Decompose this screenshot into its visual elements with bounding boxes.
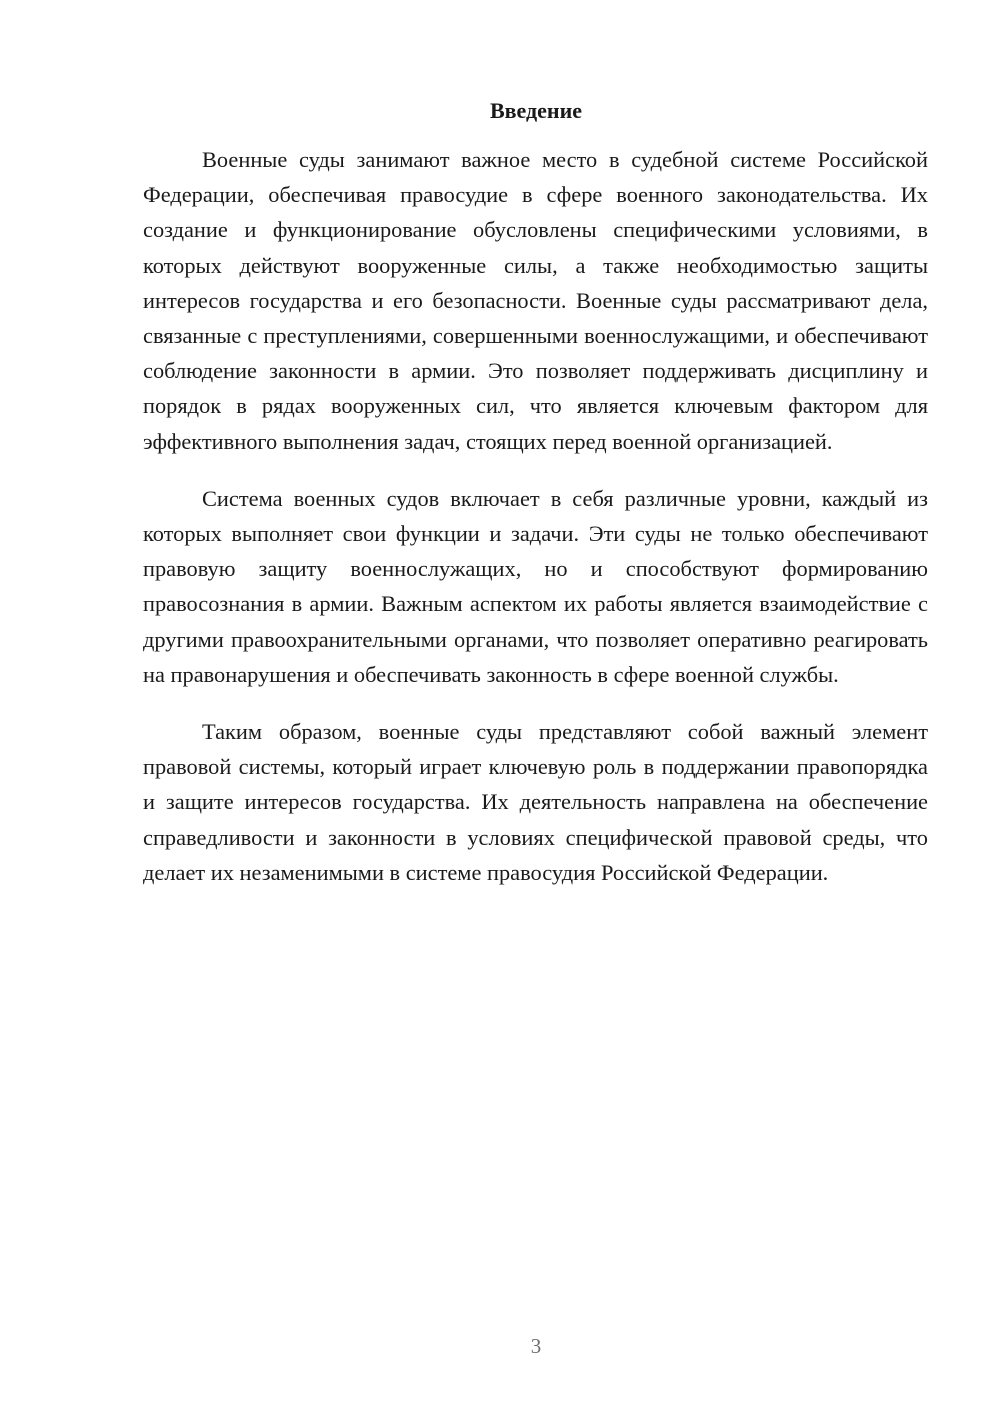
paragraph-2: Система военных судов включает в себя различные уровни, каждый из которых выполняет свои функции и задачи. Эти суды не только обеспечивают правовую защиту военнослужащих, но и способствуют формированию правосознания в армии. Важным аспектом их работы является взаимодействие с другими правоохранительными органами, что позволяет оперативно реагировать на правонарушения и обеспечивать законность в сфере военной службы.: [143, 485, 928, 687]
body-text: [143, 142, 928, 890]
paragraph-1: Военные суды занимают важное место в судебной системе Российской Федерации, обеспечивая правосудие в сфере военного законодательства. Их создание и функционирование обусловлены специфическими условиями, в которых действуют вооруженные силы, а также необходимостью защиты интересов государства и его безопасности. Военные суды рассматривают дела, связанные с преступлениями, совершенными военнослужащими, и обеспечивают соблюдение законности в армии. Это позволяет поддерживать дисциплину и порядок в рядах вооруженных сил, что является ключевым фактором для эффективного выполнения задач, стоящих перед военной организацией.: [143, 147, 928, 454]
paragraph-3: Таким образом, военные суды представляют собой важный элемент правовой системы, который играет ключевую роль в поддержании правопорядка и защите интересов государства. Их деятельность направлена на обеспечение справедливости и законности в условиях специфической правовой среды, что делает их незаменимыми в системе правосудия Российской Федерации.: [143, 719, 928, 885]
section-title: Введение: [489, 98, 583, 123]
page-number: 3: [530, 1334, 542, 1358]
